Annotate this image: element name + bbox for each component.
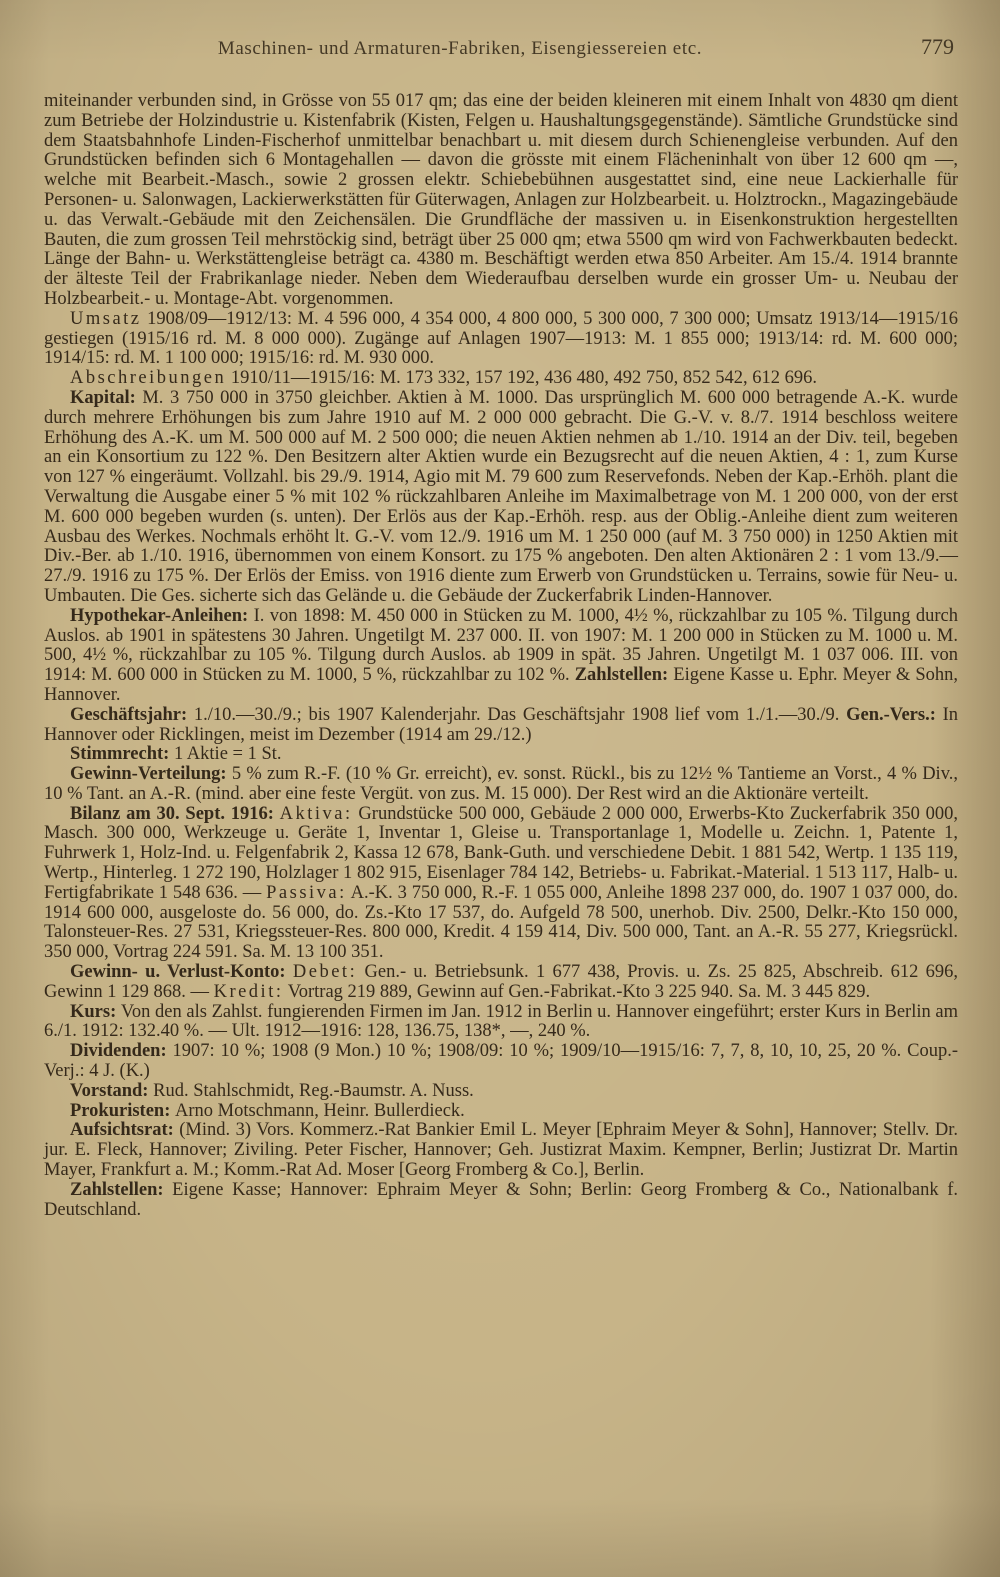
page-number: 779 bbox=[921, 34, 954, 59]
paragraph bbox=[44, 706, 958, 746]
paragraph bbox=[44, 1102, 958, 1122]
spaced-label: Debet: bbox=[292, 962, 358, 983]
text-run: (Mind. 3) Vors. Kommerz.-Rat Bankier Emil L. Meyer [Ephraim Meyer & Sohn], Hannover; Stellv. Dr. jur. E. Fleck, Hannover; Ziviling. Peter Fischer, Hannover; Geh. Justizrat Maxim. Kempner, Berlin; Justizrat Dr. Martin Mayer, Frankfurt a. M.; Komm.-Rat Ad. Moser [Georg Fromberg & Co.], Berlin. bbox=[44, 1120, 959, 1181]
paragraph bbox=[44, 310, 958, 369]
bold-label: Kurs: bbox=[70, 1001, 121, 1022]
spaced-label: Passiva: bbox=[266, 882, 347, 903]
text-run: A.-K. 3 750 000, R.-F. 1 055 000, Anleihe 1898 237 000, do. 1907 1 037 000, do. 1914 600 000, ausgeloste do. 56 000, do. Zs.-Kto 17 537, do. Aufgeld 78 500, unerhob. Div. 2500, Delkr.-Kto 150 000, Talonsteuer-Res. 27 531, Kriegssteuer-Res. 800 000, Kredit. 4 159 414, Div. 500 000, Tant. an A.-R. 55 277, Kriegsrückl. 350 000, Vortrag 224 591. Sa. M. 13 100 351. bbox=[44, 882, 958, 963]
text-run: Gen.- u. Betriebsunk. 1 677 438, Provis. u. Zs. 25 825, Abschreib. 612 696, Gewinn 1 129 868. — bbox=[44, 962, 958, 1002]
text-run: I. von 1898: M. 450 000 in Stücken zu M. 1000, 4½ %, rückzahlbar zu 105 %. Tilgung durch Auslos. ab 1901 in spätestens 30 Jahren. Ungetilgt M. 237 000. II. von 1907: M. 1 200 000 in Stücken zu M. 1000 u. M. 500, 4½ %, rückzahlbar zu 105 %. Tilgung durch Auslos. ab 1909 in spät. 35 Jahren. Ungetilgt M. 1 037 006. III. von 1914: M. 600 000 in Stücken zu M. 1000, 5 %, rückzahlbar zu 102 %. bbox=[44, 605, 958, 686]
spaced-label: Abschreibungen bbox=[70, 368, 227, 389]
bold-label: Aufsichtsrat: bbox=[70, 1120, 180, 1141]
text-run: 5 % zum R.-F. (10 % Gr. erreicht), ev. sonst. Rückl., bis zu 12½ % Tantieme an Vorst., 4 % Div., 10 % Tant. an A.-R. (mind. aber eine feste Vergüt. von zus. M. 15 000). Der Rest wird an die Aktionäre verteilt. bbox=[44, 764, 958, 804]
paragraph bbox=[44, 805, 958, 963]
paragraph bbox=[44, 1121, 958, 1180]
bold-label: Dividenden: bbox=[70, 1041, 173, 1062]
bold-label: Bilanz am 30. Sept. 1916: bbox=[70, 803, 280, 824]
paragraph bbox=[44, 389, 958, 607]
paragraph bbox=[44, 745, 958, 765]
paragraph bbox=[44, 607, 958, 706]
running-title: Maschinen- und Armaturen-Fabriken, Eisengiessereien etc. bbox=[217, 38, 703, 59]
text-run: 1907: 10 %; 1908 (9 Mon.) 10 %; 1908/09: 10 %; 1909/10—1915/16: 7, 7, 8, 10, 10, 25, 20 %. Coup.-Verj.: 4 J. (K.) bbox=[44, 1041, 958, 1082]
bold-label: Prokuristen: bbox=[70, 1100, 176, 1121]
paragraph bbox=[44, 963, 958, 1003]
spaced-label: Kredit: bbox=[213, 981, 284, 1002]
text-run: Rud. Stahlschmidt, Reg.-Baumstr. A. Nuss. bbox=[153, 1080, 474, 1101]
text-run: In Hannover oder Ricklingen, meist im Dezember (1914 am 29./12.) bbox=[44, 704, 958, 745]
bold-label: Gen.-Vers.: bbox=[846, 704, 943, 725]
bold-label: Geschäftsjahr: bbox=[70, 704, 194, 725]
text-run: Vortrag 219 889, Gewinn auf Gen.-Fabrikat.-Kto 3 225 940. Sa. M. 3 445 829. bbox=[283, 981, 871, 1002]
bold-label: Kapital: bbox=[70, 387, 143, 408]
paragraph bbox=[44, 1181, 958, 1221]
page-header bbox=[44, 0, 956, 66]
text-run: 1./10.—30./9.; bis 1907 Kalenderjahr. Das Geschäftsjahr 1908 lief vom 1./1.—30./9. bbox=[193, 704, 847, 725]
bold-label: Gewinn- u. Verlust-Konto: bbox=[70, 962, 293, 983]
text-run: 1 Aktie = 1 St. bbox=[173, 744, 282, 765]
text-run: Arno Motschmann, Heinr. Bullerdieck. bbox=[175, 1100, 465, 1121]
bold-label: Zahlstellen: bbox=[574, 665, 674, 686]
bold-label: Stimmrecht: bbox=[70, 744, 174, 765]
paragraph bbox=[44, 1003, 958, 1043]
text-run: Eigene Kasse; Hannover: Ephraim Meyer & Sohn; Berlin: Georg Fromberg & Co., Nationalbank f. Deutschland. bbox=[44, 1179, 959, 1220]
text-run: Von den als Zahlst. fungierenden Firmen im Jan. 1912 in Berlin u. Hannover eingeführt; erster Kurs in Berlin am 6./1. 1912: 132.40 %. — Ult. 1912—1916: 128, 136.75, 138*, —, 240 %. bbox=[44, 1001, 958, 1042]
paragraph bbox=[44, 1082, 958, 1102]
bold-label: Gewinn-Verteilung: bbox=[70, 764, 232, 785]
paragraph bbox=[44, 369, 958, 389]
paragraph bbox=[44, 765, 958, 805]
text-run: miteinander verbunden sind, in Grösse von 55 017 qm; das eine der beiden kleineren mit einem Inhalt von 4830 qm dient zum Betriebe der Holzindustrie u. Kistenfabrik (Kisten, Felgen u. Haushaltungsgegenstände). Sämtliche Grundstücke sind dem Staatsbahnhofe Linden-Fischerhof unmittelbar benachbart u. mit diesem durch Schienengleise verbunden. Auf den Grundstücken befinden sich 6 Montagehallen — davon die grösste mit einem Flächeninhalt von über 12 600 qm —, welche mit Bearbeit.-Masch., sowie 2 grossen elektr. Schiebebühnen ausgestattet sind, eine neue Lackierhalle für Personen- u. Salonwagen, Lackierwerkstätten für Güterwagen, Anlagen zur Holzbearbeit. u. Holztrockn., Magazingebäude u. das Verwalt.-Gebäude mit den Zeichensälen. Die Grundfläche der massiven u. in Eisenkonstruktion hergestellten Bauten, die zum grossen Teil mehrstöckig sind, beträgt über 25 000 qm; etwa 5500 qm wird von Fachwerkbauten bedeckt. Länge der Bahn- u. Werkstättengleise beträgt ca. 4380 m. Beschäftigt werden etwa 850 Arbeiter. Am 15./4. 1914 brannte der älteste Teil der Frabrikanlage nieder. Neben dem Wiederaufbau derselben wurde ein grosser Um- u. Neubau der Holzbearbeit.- u. Montage-Abt. vorgenommen. bbox=[44, 91, 958, 309]
paragraph bbox=[44, 1042, 958, 1082]
text-run: M. 3 750 000 in 3750 gleichber. Aktien à M. 1000. Das ursprünglich M. 600 000 betragende A.-K. wurde durch mehrere Erhöhungen bis zum Jahre 1910 auf M. 2 000 000 gebracht. Die G.-V. v. 8./7. 1914 beschloss weitere Erhöhung des A.-K. um M. 500 000 auf M. 2 500 000; die neuen Aktien nehmen ab 1./10. 1914 an der Div. teil, begeben an ein Konsortium zu 122 %. Den Besitzern alter Aktien wurde ein Bezugsrecht auf die neuen Aktien, 4 : 1, zum Kurse von 127 % eingeräumt. Vollzahl. bis 29./9. 1914, Agio mit M. 79 600 zum Reservefonds. Neben der Kap.-Erhöh. plant die Verwaltung die Ausgabe einer 5 % mit 102 % rückzahlbaren Anleihe im Maximalbetrage von M. 1 200 000, von der erst M. 600 000 begeben wurden (s. unten). Der Erlös aus der Kap.-Erhöh. resp. aus der Oblig.-Anleihe dient zum weiteren Ausbau des Werkes. Nochmals erhöht lt. G.-V. vom 12./9. 1916 um M. 1 250 000 (auf M. 3 750 000) in 1250 Aktien mit Div.-Ber. ab 1./10. 1916, übernommen von einem Konsort. zu 175 % angeboten. Den alten Aktionären 2 : 1 vom 13./9.—27./9. 1916 zu 175 %. Der Erlös der Emiss. von 1916 diente zum Erwerb von Grundstücken u. Terrains, sowie für Neu- u. Umbauten. Die Ges. sicherte sich das Gelände u. die Gebäude der Zuckerfabrik Linden-Hannover. bbox=[44, 387, 958, 606]
bold-label: Hypothekar-Anleihen: bbox=[70, 605, 254, 626]
paragraph bbox=[44, 92, 958, 310]
text-run: 1908/09—1912/13: M. 4 596 000, 4 354 000, 4 800 000, 5 300 000, 7 300 000; Umsatz 1913/14—1915/16 gestiegen (1915/16 rd. M. 8 000 000). Zugänge auf Anlagen 1907—1913: M. 1 855 000; 1913/14: rd. M. 600 000; 1914/15: rd. M. 1 100 000; 1915/16: rd. M. 930 000. bbox=[44, 308, 958, 369]
spaced-label: Aktiva: bbox=[279, 803, 353, 824]
bold-label: Vorstand: bbox=[70, 1080, 154, 1101]
bold-label: Zahlstellen: bbox=[70, 1179, 173, 1200]
body-text bbox=[44, 92, 958, 1220]
text-run: Eigene Kasse u. Ephr. Meyer & Sohn, Hannover. bbox=[44, 665, 959, 705]
spaced-label: Umsatz bbox=[70, 308, 142, 329]
text-run: Grundstücke 500 000, Gebäude 2 000 000, Erwerbs-Kto Zuckerfabrik 350 000, Masch. 300 000, Werkzeuge u. Geräte 1, Inventar 1, Gleise u. Transportanlage 1, Modelle u. Zeichn. 1, Patente 1, Fuhrwerk 1, Holz-Ind. u. Felgenfabrik 2, Kassa 12 678, Bank-Guth. und verschiedene Debit. 1 881 542, Wertp. 1 135 119, Wertp., Hinterleg. 1 272 190, Holzlager 1 802 915, Eisenlager 784 142, Betriebs- u. Fabrikat.-Material. 1 513 117, Halb- u. Fertigfabrikate 1 548 636. — bbox=[44, 803, 958, 903]
text-run: 1910/11—1915/16: M. 173 332, 157 192, 436 480, 492 750, 852 542, 612 696. bbox=[226, 368, 818, 389]
